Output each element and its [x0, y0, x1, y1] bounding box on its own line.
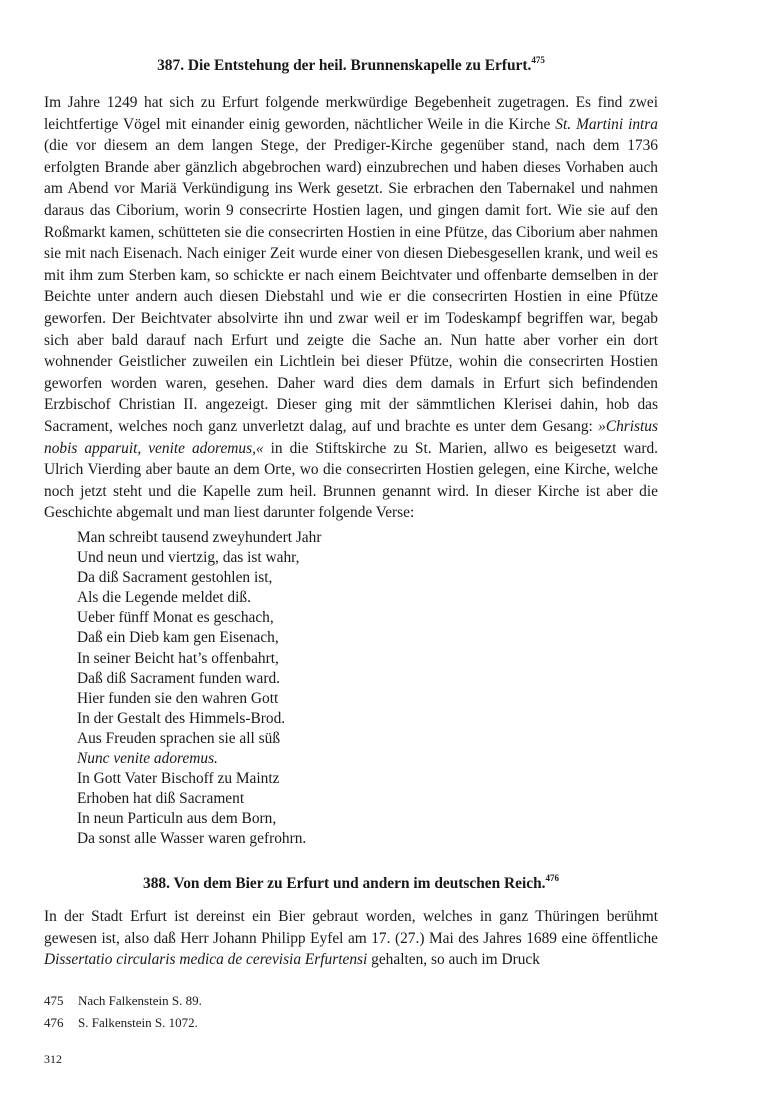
- heading-text: 388. Von dem Bier zu Erfurt und andern im deutschen Reich.: [143, 875, 546, 892]
- verse-line: Nunc venite adoremus.: [77, 750, 218, 768]
- body-paragraph-388: [44, 906, 658, 971]
- verse-line: Man schreibt tausend zweyhundert Jahr: [77, 529, 322, 546]
- footnote-ref-476: 476: [545, 873, 559, 883]
- section-heading-387: [44, 56, 658, 76]
- paragraph-text: in die Stiftskirche zu St. Marien, allwo es beigesetzt ward. Ulrich Vierding aber baute an dem Orte, wo die consecrirten Hostien gelegen, eine Kirche, welche noch jetzt steht und die Kapelle zum heil. Brunnen genannt wird. In dieser Kirche ist aber die Geschichte abgemalt und man liest darunter folgende Verse:: [44, 439, 658, 522]
- verse-line: Als die Legende meldet diß.: [77, 589, 251, 607]
- footnote-text: S. Falkenstein S. 1072.: [78, 1015, 198, 1030]
- paragraph-text: In der Stadt Erfurt ist dereinst ein Bier gebraut worden, welches in ganz Thüringen berühmt gewesen ist, also daß Herr Johann Philipp Eyfel am 17. (27.) Mai des Jahres 1689 eine öffentliche: [44, 908, 658, 947]
- italic-chant: »Christus nobis apparuit, venite adoremus,«: [44, 417, 658, 457]
- footnote-text: Nach Falkenstein S. 89.: [78, 993, 202, 1008]
- footnote-number: 475: [44, 993, 64, 1008]
- section-heading-388: [44, 874, 658, 894]
- verse-line: Da sonst alle Wasser waren gefrohrn.: [77, 830, 307, 848]
- verse-line: Daß ein Dieb kam gen Eisenach,: [77, 629, 279, 647]
- verse-line: Hier funden sie den wahren Gott: [77, 689, 279, 707]
- italic-dissertation-title: Dissertatio circularis medica de cerevisia Erfurtensi: [44, 951, 368, 969]
- footnote: [44, 1012, 658, 1034]
- verse-line: In neun Particuln aus dem Born,: [77, 810, 277, 828]
- verse-line: In Gott Vater Bischoff zu Maintz: [77, 770, 280, 788]
- verse-line: In der Gestalt des Himmels-Brod.: [77, 709, 286, 727]
- verse-line: Ueber fünff Monat es geschach,: [77, 609, 274, 627]
- verse-line: Aus Freuden sprachen sie all süß: [77, 729, 281, 747]
- verse-line: Da diß Sacrament gestohlen ist,: [77, 569, 273, 587]
- paragraph-text: Im Jahre 1249 hat sich zu Erfurt folgende merkwürdige Begebenheit zugetragen. Es find zwei leichtfertige Vögel mit einander einig geworden, nächtlicher Weile in die Kirche: [44, 94, 658, 133]
- verse-line: Erhoben hat diß Sacrament: [77, 790, 245, 808]
- footnotes: [44, 990, 658, 1034]
- verse-line: Und neun und viertzig, das ist wahr,: [77, 549, 300, 567]
- paragraph-text: gehalten, so auch im Druck: [367, 951, 540, 969]
- footnote: [44, 990, 658, 1012]
- body-paragraph-387: [44, 92, 658, 524]
- footnote-ref-475: 475: [531, 55, 545, 65]
- heading-text: 387. Die Entstehung der heil. Brunnenskapelle zu Erfurt.: [157, 57, 532, 74]
- footnote-number: 476: [44, 1015, 64, 1030]
- verse-line: In seiner Beicht hat’s offenbahrt,: [77, 649, 279, 667]
- page-number: 312: [44, 1052, 62, 1066]
- italic-church-name: St. Martini intra: [555, 115, 658, 133]
- verse-line: Daß diß Sacrament funden ward.: [77, 669, 281, 687]
- verse-block: [77, 528, 477, 850]
- paragraph-text: (die vor diesem an dem langen Stege, der Prediger-Kirche gegenüber stand, nach dem 1736 erfolgten Brande aber gänzlich abgebrochen ward) einzubrechen und haben dieses Vorhaben auch am Abend vor Mariä Verkündigung ins Werk gesetzt. Sie erbrachen den Tabernakel und nahmen daraus das Ciborium, worin 9 consecrirte Hostien lagen, und gingen damit fort. Wie sie auf den Roßmarkt kamen, schütteten sie die consecrirten Hostien in eine Pfütze, das Ciborium aber nahmen sie mit nach Eisenach. Nach einiger Zeit wurde einer von diesen Diebesgesellen krank, und weil es mit ihm zum Sterben kam, so schickte er nach einem Beichtvater und offenbarte demselben in der Beichte unter andern auch diesen Diebstahl und wie er die consecrirten Hostien in eine Pfütze geworfen. Der Beichtvater absolvirte ihn und zwar weil er im Todeskampf begriffen war, begab sich aber bald darauf nach Erfurt und zeigte die Sache an. Nun hatte aber vorher ein dort wohnender Geistlicher zuweilen ein Lichtlein bei dieser Pfütze, wohin die consecrirten Hostien geworfen worden waren, gesehen. Daher ward dies dem damals in Erfurt sich befindenden Erzbischof Christian II. angezeigt. Dieser ging mit der sämmtlichen Klerisei dahin, hob das Sacrament, welches noch ganz unverletzt dalag, auf und brachte es unter dem Gesang:: [44, 137, 658, 435]
